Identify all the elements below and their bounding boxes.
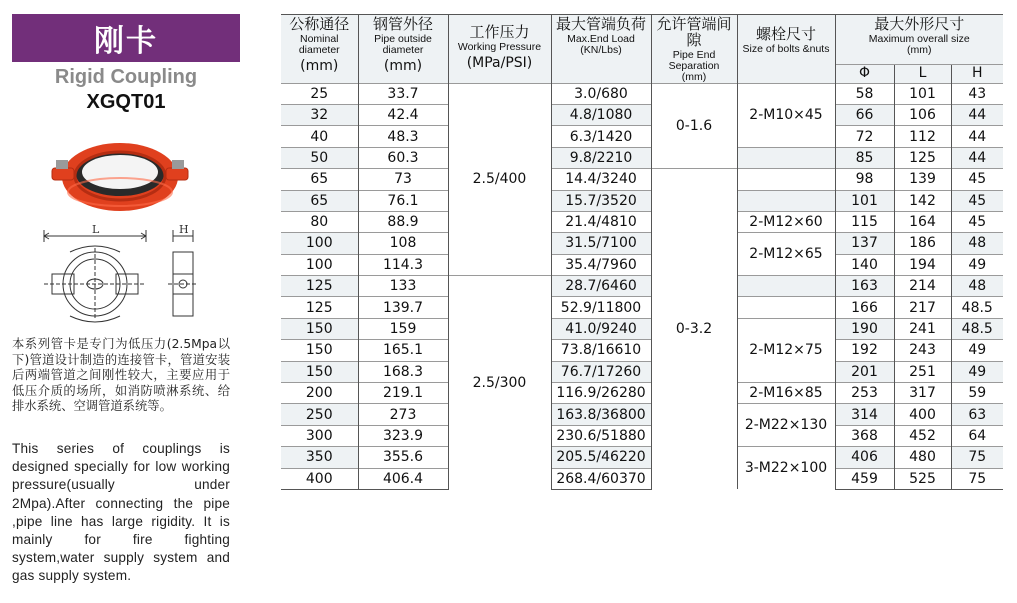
cell-load: 41.0/9240 <box>551 318 651 339</box>
cell-load: 35.4/7960 <box>551 254 651 275</box>
cell-h: 45 <box>951 211 1003 232</box>
cell-l: 139 <box>894 169 951 190</box>
cell-bolts: 2-M22×130 <box>737 404 835 447</box>
cell-nominal: 40 <box>281 126 358 147</box>
cell-load: 3.0/680 <box>551 83 651 104</box>
cell-bolts <box>737 276 835 297</box>
cell-nominal: 125 <box>281 276 358 297</box>
product-title-banner <box>12 14 240 62</box>
table-row <box>281 254 1003 275</box>
cell-load: 163.8/36800 <box>551 404 651 425</box>
cell-h: 48 <box>951 276 1003 297</box>
table-row <box>281 169 1003 190</box>
cell-h: 44 <box>951 104 1003 125</box>
cell-l: 142 <box>894 190 951 211</box>
cell-phi: 192 <box>835 340 894 361</box>
cell-phi: 85 <box>835 147 894 168</box>
cell-nominal: 200 <box>281 383 358 404</box>
cell-bolts: 2-M10×45 <box>737 83 835 147</box>
header-h: H <box>951 64 1003 83</box>
cell-bolts <box>737 147 835 168</box>
cell-l: 112 <box>894 126 951 147</box>
product-name: Rigid Coupling <box>54 66 198 88</box>
cell-pressure: 2.5/300 <box>448 276 551 490</box>
cell-load: 268.4/60370 <box>551 468 651 489</box>
cell-l: 101 <box>894 83 951 104</box>
table-row <box>281 276 1003 297</box>
table-row <box>281 83 1003 104</box>
table-row <box>281 340 1003 361</box>
cell-phi: 101 <box>835 190 894 211</box>
cell-h: 44 <box>951 147 1003 168</box>
cell-h: 75 <box>951 447 1003 468</box>
cell-phi: 58 <box>835 83 894 104</box>
cell-od: 159 <box>358 318 448 339</box>
cell-h: 75 <box>951 468 1003 489</box>
cell-load: 14.4/3240 <box>551 169 651 190</box>
cell-od: 48.3 <box>358 126 448 147</box>
header-gap: 允许管端间隙 Pipe End Separation (mm) <box>651 15 737 84</box>
cell-l: 317 <box>894 383 951 404</box>
cell-l: 251 <box>894 361 951 382</box>
cell-phi: 140 <box>835 254 894 275</box>
cell-load: 205.5/46220 <box>551 447 651 468</box>
cell-bolts: 3-M22×100 <box>737 447 835 490</box>
cell-phi: 72 <box>835 126 894 147</box>
cell-od: 108 <box>358 233 448 254</box>
header-pressure: 工作压力 Working Pressure (MPa/PSI) <box>448 15 551 84</box>
cell-load: 116.9/26280 <box>551 383 651 404</box>
coupling-photo <box>40 120 200 220</box>
cell-load: 6.3/1420 <box>551 126 651 147</box>
cell-od: 76.1 <box>358 190 448 211</box>
table-row <box>281 361 1003 382</box>
cell-h: 49 <box>951 340 1003 361</box>
cell-nominal: 50 <box>281 147 358 168</box>
table-row <box>281 318 1003 339</box>
header-phi: Φ <box>835 64 894 83</box>
product-title-cn: 刚卡 <box>94 24 158 59</box>
cell-od: 133 <box>358 276 448 297</box>
cell-l: 186 <box>894 233 951 254</box>
cell-load: 52.9/11800 <box>551 297 651 318</box>
cell-nominal: 150 <box>281 361 358 382</box>
table-row <box>281 297 1003 318</box>
spec-table-body <box>281 83 1003 489</box>
cell-nominal: 80 <box>281 211 358 232</box>
drawing-label-h: H <box>179 223 189 236</box>
cell-od: 273 <box>358 404 448 425</box>
cell-bolts: 2-M12×60 <box>737 211 835 232</box>
cell-h: 45 <box>951 169 1003 190</box>
cell-l: 243 <box>894 340 951 361</box>
cell-od: 165.1 <box>358 340 448 361</box>
cell-h: 45 <box>951 190 1003 211</box>
cell-od: 88.9 <box>358 211 448 232</box>
table-row <box>281 233 1003 254</box>
header-bolts: 螺栓尺寸 Size of bolts &nuts <box>737 15 835 84</box>
cell-nominal: 100 <box>281 254 358 275</box>
cell-load: 76.7/17260 <box>551 361 651 382</box>
cell-bolts: 2-M12×65 <box>737 233 835 276</box>
cell-l: 400 <box>894 404 951 425</box>
cell-h: 48 <box>951 233 1003 254</box>
cell-h: 43 <box>951 83 1003 104</box>
cell-gap: 0-1.6 <box>651 83 737 169</box>
cell-bolts <box>737 169 835 190</box>
cell-nominal: 250 <box>281 404 358 425</box>
cell-nominal: 65 <box>281 190 358 211</box>
table-row <box>281 126 1003 147</box>
cell-gap: 0-3.2 <box>651 169 737 490</box>
cell-od: 323.9 <box>358 425 448 446</box>
cell-nominal: 25 <box>281 83 358 104</box>
cell-phi: 137 <box>835 233 894 254</box>
cell-nominal: 400 <box>281 468 358 489</box>
cell-l: 241 <box>894 318 951 339</box>
spec-table <box>281 14 1003 490</box>
cell-nominal: 65 <box>281 169 358 190</box>
cell-phi: 201 <box>835 361 894 382</box>
cell-load: 31.5/7100 <box>551 233 651 254</box>
cell-load: 4.8/1080 <box>551 104 651 125</box>
cell-load: 15.7/3520 <box>551 190 651 211</box>
header-od: 钢管外径 Pipe outside diameter (mm) <box>358 15 448 84</box>
cell-bolts <box>737 190 835 211</box>
cell-l: 217 <box>894 297 951 318</box>
cell-phi: 115 <box>835 211 894 232</box>
cell-od: 168.3 <box>358 361 448 382</box>
cell-h: 49 <box>951 361 1003 382</box>
cell-bolts: 2-M12×75 <box>737 318 835 382</box>
table-row <box>281 190 1003 211</box>
table-row <box>281 425 1003 446</box>
cell-phi: 253 <box>835 383 894 404</box>
table-row <box>281 211 1003 232</box>
table-row <box>281 104 1003 125</box>
cell-load: 28.7/6460 <box>551 276 651 297</box>
cell-nominal: 100 <box>281 233 358 254</box>
header-overall: 最大外形尺寸 Maximum overall size (mm) <box>835 15 1003 65</box>
cell-od: 139.7 <box>358 297 448 318</box>
table-row <box>281 383 1003 404</box>
cell-l: 194 <box>894 254 951 275</box>
cell-phi: 314 <box>835 404 894 425</box>
cell-l: 452 <box>894 425 951 446</box>
cell-od: 219.1 <box>358 383 448 404</box>
cell-nominal: 125 <box>281 297 358 318</box>
cell-od: 114.3 <box>358 254 448 275</box>
cell-l: 164 <box>894 211 951 232</box>
drawing-label-l: L <box>92 223 100 236</box>
cell-phi: 190 <box>835 318 894 339</box>
cell-nominal: 300 <box>281 425 358 446</box>
cell-h: 64 <box>951 425 1003 446</box>
table-row <box>281 468 1003 489</box>
cell-od: 60.3 <box>358 147 448 168</box>
cell-phi: 406 <box>835 447 894 468</box>
cell-load: 73.8/16610 <box>551 340 651 361</box>
table-row <box>281 147 1003 168</box>
cell-phi: 98 <box>835 169 894 190</box>
cell-nominal: 150 <box>281 318 358 339</box>
cell-od: 406.4 <box>358 468 448 489</box>
cell-load: 230.6/51880 <box>551 425 651 446</box>
cell-phi: 66 <box>835 104 894 125</box>
cell-pressure: 2.5/400 <box>448 83 551 276</box>
coupling-drawing <box>30 222 210 334</box>
cell-phi: 368 <box>835 425 894 446</box>
cell-phi: 166 <box>835 297 894 318</box>
cell-od: 73 <box>358 169 448 190</box>
cell-h: 44 <box>951 126 1003 147</box>
cell-nominal: 32 <box>281 104 358 125</box>
cell-l: 125 <box>894 147 951 168</box>
cell-phi: 459 <box>835 468 894 489</box>
description-en: This series of couplings is designed specially for low working pressure(usually under 2Mpa).After connecting the pipe ,pipe line has large rigidity. It is mainly for fire fighting system,water supply system and gas supply system. <box>12 441 230 584</box>
description-cn: 本系列管卡是专门为低压力(2.5Mpa以下)管道设计制造的连接管卡，管道安装后两端管道之间刚性较大，主要应用于低压介质的场所，如消防喷淋系统、给排水系统、空调管道系统等。 <box>12 337 230 414</box>
header-nominal: 公称通径 Nominal diameter (mm) <box>281 15 358 84</box>
header-l: L <box>894 64 951 83</box>
cell-od: 355.6 <box>358 447 448 468</box>
cell-phi: 163 <box>835 276 894 297</box>
cell-nominal: 150 <box>281 340 358 361</box>
header-load: 最大管端负荷 Max.End Load (KN/Lbs) <box>551 15 651 84</box>
table-row <box>281 404 1003 425</box>
cell-load: 9.8/2210 <box>551 147 651 168</box>
cell-h: 63 <box>951 404 1003 425</box>
cell-nominal: 350 <box>281 447 358 468</box>
cell-h: 59 <box>951 383 1003 404</box>
cell-h: 49 <box>951 254 1003 275</box>
cell-l: 480 <box>894 447 951 468</box>
cell-od: 33.7 <box>358 83 448 104</box>
table-row <box>281 447 1003 468</box>
cell-l: 525 <box>894 468 951 489</box>
cell-load: 21.4/4810 <box>551 211 651 232</box>
cell-bolts <box>737 297 835 318</box>
model-code: XGQT01 <box>86 91 166 113</box>
cell-l: 106 <box>894 104 951 125</box>
cell-h: 48.5 <box>951 318 1003 339</box>
cell-od: 42.4 <box>358 104 448 125</box>
cell-bolts: 2-M16×85 <box>737 383 835 404</box>
cell-h: 48.5 <box>951 297 1003 318</box>
cell-l: 214 <box>894 276 951 297</box>
